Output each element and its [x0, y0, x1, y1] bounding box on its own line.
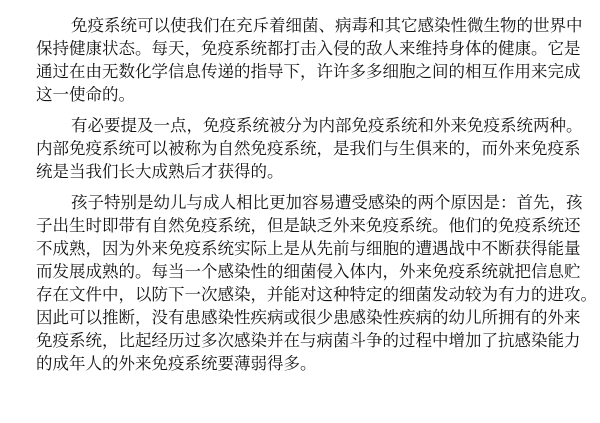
paragraph-line: 统是当我们长大成熟后才获得的。 [36, 162, 284, 181]
paragraph-line: 有必要提及一点，免疫系统被分为内部免疫系统和外来免疫系统两种。 [71, 116, 583, 135]
paragraph-line: 不成熟，因为外来免疫系统实际上是从先前与细胞的遭遇战中不断获得能量 [36, 239, 581, 258]
paragraph-line: 的成年人的外来免疫系统要薄弱得多。 [36, 354, 317, 373]
paragraph-line: 免疫系统可以使我们在充斥着细菌、病毒和其它感染性微生物的世界中 [71, 16, 583, 35]
paragraph-line: 免疫系统，比起经历过多次感染并在与病菌斗争的过程中增加了抗感染能力 [36, 331, 581, 350]
paragraph-2 [36, 114, 586, 183]
paragraph-line: 通过在由无数化学信息传递的指导下，许许多多细胞之间的相互作用来完成 [36, 62, 581, 81]
paragraph-line: 保持健康状态。每天，免疫系统都打击入侵的敌人来维持身体的健康。它是 [36, 39, 581, 58]
paragraph-1 [36, 14, 586, 106]
paragraph-line: 子出生时即带有自然免疫系统，但是缺乏外来免疫系统。他们的免疫系统还 [36, 216, 581, 235]
document-body [36, 14, 597, 383]
paragraph-line: 这一使命的。 [36, 85, 135, 104]
paragraph-line: 孩子特别是幼儿与成人相比更加容易遭受感染的两个原因是：首先，孩 [71, 193, 583, 212]
paragraph-line: 内部免疫系统可以被称为自然免疫系统，是我们与生俱来的，而外来免疫系 [36, 139, 581, 158]
paragraph-line: 而发展成熟的。每当一个感染性的细菌侵入体内，外来免疫系统就把信息贮 [36, 262, 581, 281]
paragraph-3 [36, 191, 597, 375]
paragraph-line: 存在文件中，以防下一次感染，并能对这种特定的细菌发动较为有力的进攻。 [36, 285, 597, 304]
paragraph-line: 因此可以推断，没有患感染性疾病或很少患感染性疾病的幼儿所拥有的外来 [36, 308, 581, 327]
